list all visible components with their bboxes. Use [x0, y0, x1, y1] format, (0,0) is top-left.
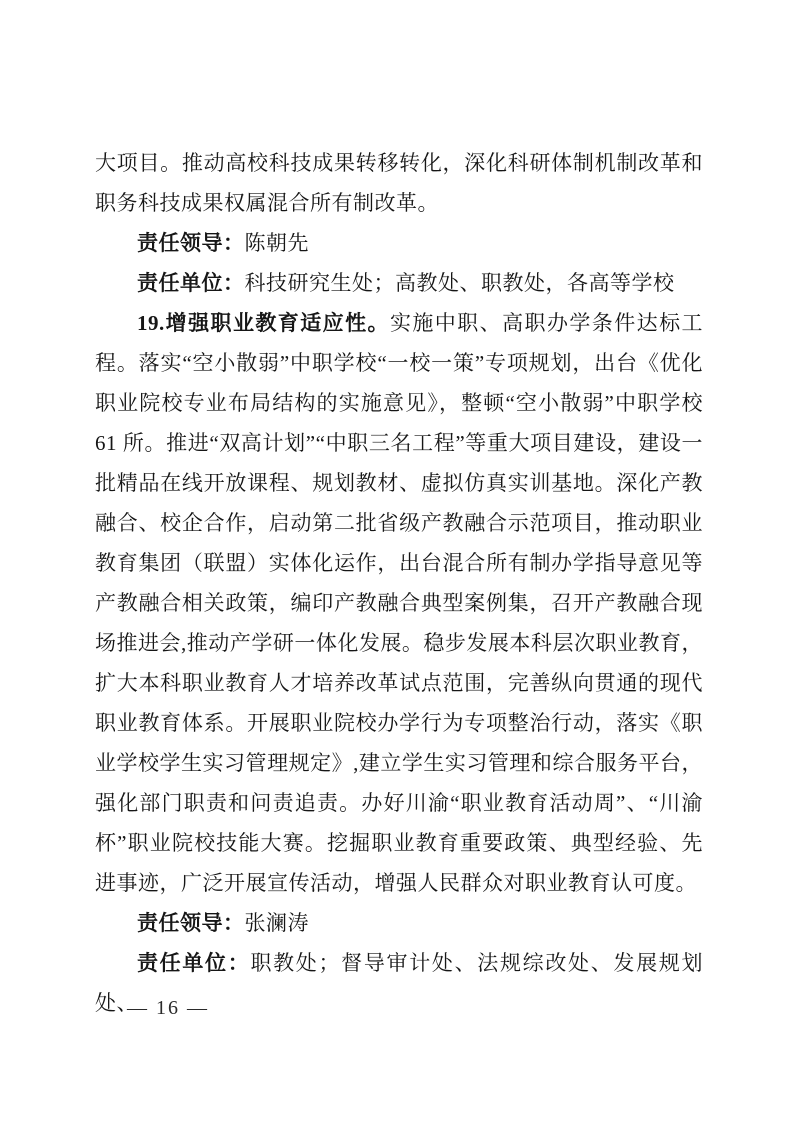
- responsible-unit-label: 责任单位：: [137, 951, 251, 975]
- responsible-leader-row: [95, 223, 703, 263]
- page-number: — 16 —: [127, 997, 209, 1019]
- responsible-unit-names: 科技研究生处；高教处、职教处，各高等学校: [244, 271, 675, 295]
- paragraph-continuation: [95, 143, 703, 223]
- responsible-leader-row: [95, 903, 703, 943]
- document-body: [95, 143, 703, 1023]
- responsible-unit-row: [95, 263, 703, 303]
- responsible-leader-name: 张澜涛: [244, 911, 309, 935]
- responsible-leader-label: 责任领导：: [137, 231, 245, 255]
- responsible-leader-label: 责任领导：: [137, 911, 245, 935]
- numbered-item-19-text: 实施中职、高职办学条件达标工程。落实“空小散弱”中职学校“一校一策”专项规划，出台《优化职业院校专业布局结构的实施意见》，整顿“空小散弱”中职学校61 所。推进“双高计划”“中职三名工程”等重大项目建设，建设一批精品在线开放课程、规划教材、虚拟仿真实训基地。深化产教融合、校企合作，启动第二批省级产教融合示范项目，推动职业教育集团（联盟）实体化运作，出台混合所有制办学指导意见等产教融合相关政策，编印产教融合典型案例集，召开产教融合现场推进会,推动产学研一体化发展。稳步发展本科层次职业教育，扩大本科职业教育人才培养改革试点范围，完善纵向贯通的现代职业教育体系。开展职业院校办学行为专项整治行动，落实《职业学校学生实习管理规定》,建立学生实习管理和综合服务平台，强化部门职责和问责追责。办好川渝“职业教育活动周”、“川渝杯”职业院校技能大赛。挖掘职业教育重要政策、典型经验、先进事迹，广泛开展宣传活动，增强人民群众对职业教育认可度。: [95, 311, 704, 895]
- responsible-leader-name: 陈朝先: [244, 231, 309, 255]
- paragraph-text: 大项目。推动高校科技成果转移转化，深化科研体制机制改革和职务科技成果权属混合所有制改革。: [95, 151, 703, 215]
- responsible-unit-names: 职教处；督导审计处、法规综改处、发展规划处、: [95, 951, 703, 1015]
- responsible-unit-label: 责任单位：: [137, 271, 245, 295]
- numbered-item-19: [95, 303, 703, 903]
- numbered-item-19-heading: 19.增强职业教育适应性。: [137, 311, 390, 335]
